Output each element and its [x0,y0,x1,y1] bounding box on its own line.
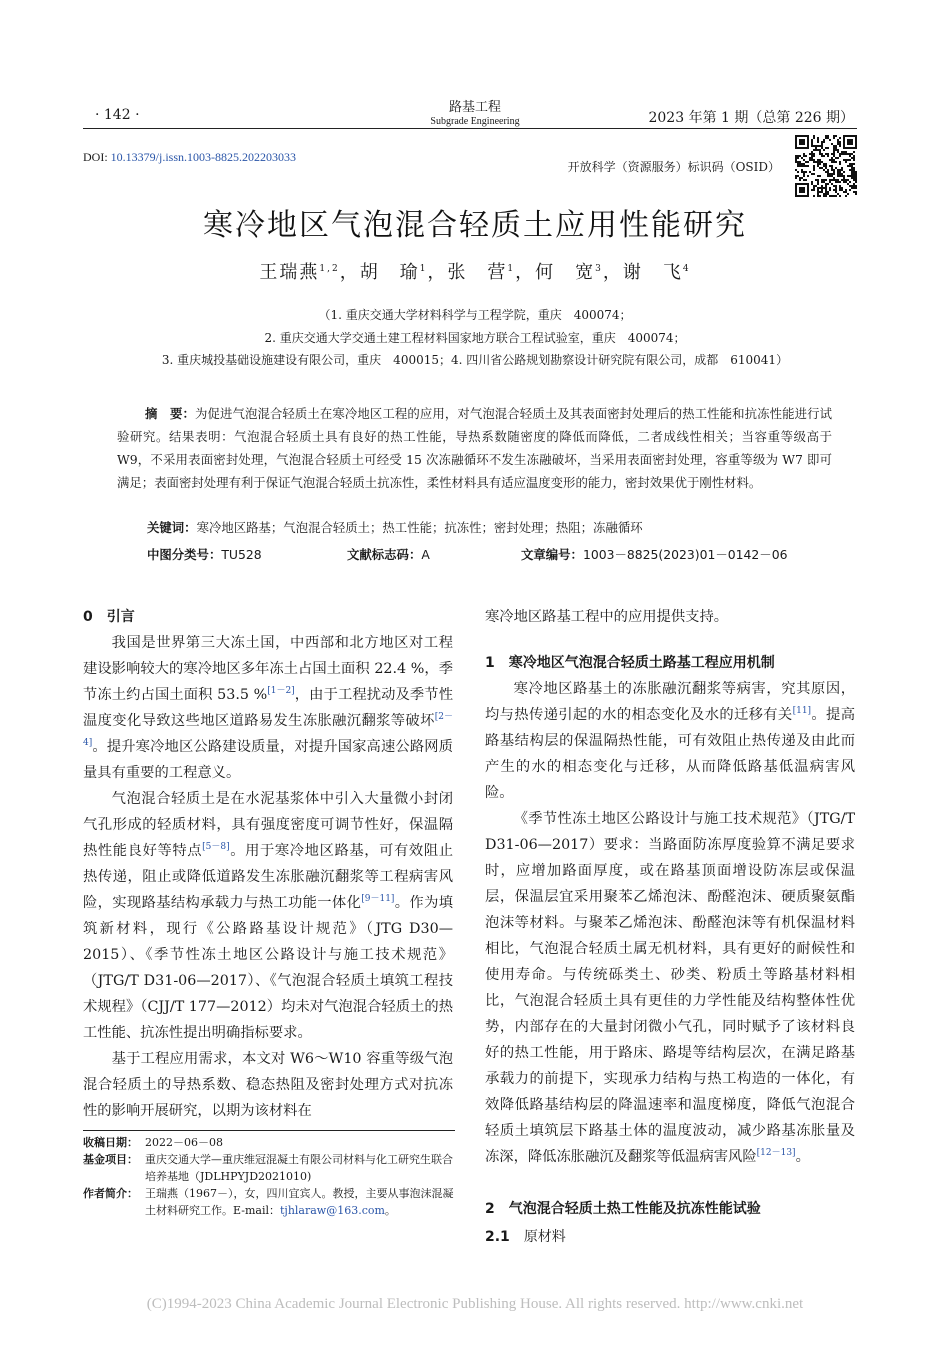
paragraph-text: 。 [795,1149,810,1165]
doi-label: DOI: [83,150,111,164]
article-label: 文章编号： [521,547,583,562]
section-heading: 2 气泡混合轻质土热工性能及抗冻性能试验 [485,1201,761,1217]
subsection-number: 2.1 [485,1229,510,1245]
paragraph-text: ，由于工程扰动及季节性温度变化导致这些地区道路易发生冻胀融沉翻浆等破坏 [83,687,453,729]
journal-name-cn: 路基工程 [448,100,501,115]
keywords-label: 关键词： [147,520,197,535]
footnotes [83,1134,455,1219]
header-divider [83,128,857,129]
author-name: 张 营 [447,262,508,283]
doc-value: A [421,547,430,562]
citation-link[interactable]: [5－8] [202,842,230,853]
section-heading: 1 寒冷地区气泡混合轻质土路基工程应用机制 [485,655,775,671]
punctuation: 。 [384,1204,396,1217]
clc-value: TU528 [221,547,262,562]
author-affil-mark: 1,2 [319,264,340,274]
issue-info: 2023 年第 1 期（总第 226 期） [648,110,854,126]
article-number [521,545,787,563]
author-name: 何 宽 [535,262,596,283]
paragraph [83,786,453,1046]
citation-link[interactable]: [2－4] [83,712,453,749]
subsection-title: 原材料 [523,1229,566,1245]
author-name: 王瑞燕 [259,262,320,283]
paragraph-text: 。用于寒冷地区路基，可有效阻止热传递，阻止或降低道路发生冻胀融沉翻浆等工程病害风险，实现路基结构承载力与热工功能一体化 [83,843,454,911]
paragraph [485,806,855,1170]
journal-name-en: Subgrade Engineering [430,116,520,127]
author-bio: 王瑞燕（1967－），女，四川宜宾人。教授，主要从事泡沫混凝土材料研究工作。E-mail： [145,1187,454,1217]
abstract-label: 摘 要： [145,406,195,421]
paragraph [485,676,855,806]
footnote-value [145,1185,455,1219]
clc-code [147,545,262,563]
clc-label: 中图分类号： [147,547,222,562]
author-affil-mark: 3 [595,264,603,274]
author-affil-mark: 4 [682,264,691,274]
subsection-heading [485,1224,855,1250]
doi-link[interactable]: 10.13379/j.issn.1003-8825.202203033 [110,150,297,164]
paragraph-text: 。提升寒冷地区公路建设质量，对提升国家高速公路网质量具有重要的工程意义。 [83,739,453,781]
section-heading: 0 引言 [83,609,135,625]
citation-link[interactable]: [11] [792,706,812,717]
doc-label: 文献标志码： [347,547,422,562]
body-left-column [83,604,453,1124]
author-name: 胡 瑜 [359,262,420,283]
osid-label: 开放科学（资源服务）标识码（OSID） [567,160,780,174]
citation-link[interactable]: [1－2] [267,686,295,697]
paragraph-text: 寒冷地区路基土的冻胀融沉翻浆等病害，究其原因，均与热传递引起的水的相态变化及水的迁移有关 [485,681,855,723]
footnote-label: 收稿日期： [83,1136,138,1149]
paragraph: 基于工程应用需求，本文对 W6～W10 容重等级气泡混合轻质土的导热系数、稳态热阻及密封处理方式对抗冻性的影响开展研究，以期为该材料在 [83,1051,453,1119]
author-affil-mark: 1 [419,264,428,274]
abstract-text: 为促进气泡混合轻质土在寒冷地区工程的应用，对气泡混合轻质土及其表面密封处理后的热工性能和抗冻性能进行试验研究。结果表明：气泡混合轻质土具有良好的热工性能，导热系数随密度的降低而降低，二者成线性相关；当容重等级高于 W9，不采用表面密封处理，气泡混合轻质土可经受 15 次冻融循环不发生冻融破坏，当采用表面密封处理，容重等级为 W7 即可满足；表面密封处理有利于保证气泡混合轻质土抗冻性，柔性材料具有适应温度变形的能力，密封效果优于刚性材料。 [117,406,833,490]
paragraph-text: 。作为填筑新材料，现行《公路路基设计规范》（JTG D30—2015）、《季节性冻土地区公路设计与施工技术规范》（JTG/T D31-06—2017）、《气泡混合轻质土填筑工程技术规程》（CJJ/T 177—2012）均未对气泡混合轻质土的热工性能、抗冻性提出明确指标要求。 [83,895,454,1041]
affiliation-3: 3. 重庆城投基础设施建设有限公司，重庆 400015；4. 四川省公路规划勘察设计研究院有限公司，成都 610041） [161,353,789,367]
body-right-column [485,604,855,1250]
citation-link[interactable]: [9－11] [361,894,395,905]
page-number: · 142 · [95,107,140,123]
author-name: 谢 飞 [622,262,683,283]
doi-line [83,150,296,165]
keywords [147,518,643,536]
paper-title: 寒冷地区气泡混合轻质土应用性能研究 [203,208,747,243]
citation-link[interactable]: [12－13] [756,1148,796,1159]
footnote-fund [83,1151,455,1185]
abstract [117,402,832,494]
paragraph-text: 《季节性冻土地区公路设计与施工技术规范》（JTG/T D31-06—2017）要求：当路面防冻厚度验算不满足要求时，应增加路面厚度，或在路基顶面增设防冻层或保温层，保温层宜采用聚苯乙烯泡沫、酚醛泡沫、硬质聚氨酯泡沫等材料。与聚苯乙烯泡沫、酚醛泡沫等有机保温材料相比，气泡混合轻质土属无机材料，具有更好的耐候性和使用寿命。与传统砾类土、砂类、粉质土等路基材料相比，气泡混合轻质土具有更佳的力学性能及结构整体性优势，内部存在的大量封闭微小气孔，同时赋予了该材料良好的热工性能，用于路床、路堤等结构层次，在满足路基承载力的前提下，实现承力结构与热工构造的一体化，有效降低路基结构层的降温速率和温度梯度，降低气泡混合轻质土填筑层下路基土体的温度波动，减少路基冻胀量及冻深，降低冻胀融沉及翻浆等低温病害风险 [485,811,855,1165]
affiliation-2: 2. 重庆交通大学交通土建工程材料国家地方联合工程试验室，重庆 400074； [264,331,686,345]
footnote-value: 重庆交通大学—重庆维冠混凝土有限公司材料与化工研究生联合培养基地（JDLHPYJD2021010) [145,1153,453,1183]
footnote-author [83,1185,455,1219]
qr-code-icon [795,135,857,197]
footnote-value: 2022－06－08 [145,1136,223,1149]
paragraph-text: 。提高路基结构层的保温隔热性能，可有效阻止热传递及由此而产生的水的相态变化与迁移，从而降低路基低温病害风险。 [485,707,856,801]
copyright-watermark: (C)1994-2023 China Academic Journal Electronic Publishing House. All rights reserved. http://www.cnki.net [146,1296,804,1312]
keywords-text: 寒冷地区路基；气泡混合轻质土；热工性能；抗冻性；密封处理；热阻；冻融循环 [196,520,643,535]
paragraph: 寒冷地区路基工程中的应用提供支持。 [485,609,729,625]
author-list: 王瑞燕$^{1,2}$，胡 瑜$^1$，张 营$^1$，何 宽$^3$，谢 飞$^4$ [259,262,691,283]
email-link[interactable]: tjhlaraw@163.com [279,1204,385,1217]
paragraph-text: 气泡混合轻质土是在水泥基浆体中引入大量微小封闭气孔形成的轻质材料，具有强度密度可调节性好，保温隔热性能良好等特点 [83,791,453,859]
footnote-divider [83,1130,455,1131]
affiliation-1: （1. 重庆交通大学材料科学与工程学院，重庆 400074； [318,308,632,322]
doc-code [347,545,430,563]
paragraph [83,630,453,786]
article-value: 1003－8825(2023)01－0142－06 [582,547,788,562]
author-affil-mark: 1 [507,264,516,274]
footnote-label: 作者简介： [83,1187,138,1200]
footnote-label: 基金项目： [83,1153,138,1166]
paragraph-text: 我国是世界第三大冻土国，中西部和北方地区对工程建设影响较大的寒冷地区多年冻土占国土面积 22.4 %，季节冻土约占国土面积 53.5 % [83,635,453,703]
footnote-received [83,1134,455,1151]
